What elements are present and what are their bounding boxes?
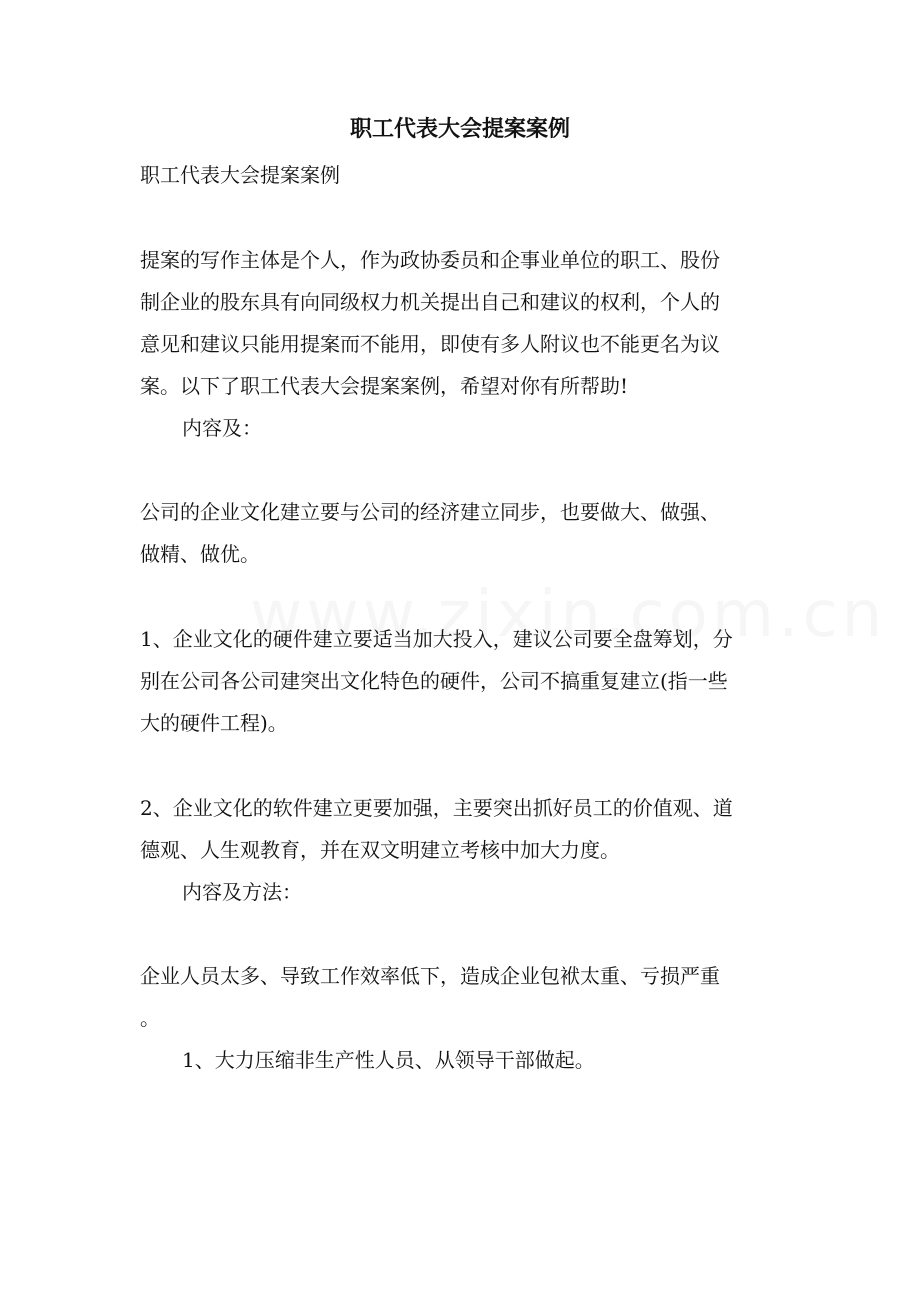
subtitle-line: 职工代表大会提案案例: [140, 163, 340, 187]
paragraph-line: 意见和建议只能用提案而不能用，即使有多人附议也不能更名为议: [140, 332, 720, 356]
document-title: 职工代表大会提案案例: [349, 116, 570, 142]
list-item-line: 1、企业文化的硬件建立要适当加大投入，建议公司要全盘筹划，分: [140, 627, 733, 651]
paragraph-line: 提案的写作主体是个人，作为政协委员和企事业单位的职工、股份: [140, 248, 720, 272]
paragraph-line: 。: [140, 1006, 160, 1030]
paragraph-line: 企业人员太多、导致工作效率低下，造成企业包袱太重、亏损严重: [140, 964, 720, 988]
list-item-line: 别在公司各公司建突出文化特色的硬件，公司不搞重复建立(指一些: [140, 669, 728, 693]
list-item-line: 2、企业文化的软件建立更要加强，主要突出抓好员工的价值观、道: [140, 796, 733, 820]
list-item-line: 大的硬件工程)。: [140, 711, 288, 735]
paragraph-line: 做精、做优。: [140, 542, 260, 566]
paragraph-line: 公司的企业文化建立要与公司的经济建立同步，也要做大、做强、: [140, 500, 720, 524]
section-heading: 内容及：: [182, 416, 262, 440]
list-item-line: 德观、人生观教育，并在双文明建立考核中加大力度。: [140, 838, 620, 862]
list-item-line: 1、大力压缩非生产性人员、从领导干部做起。: [182, 1048, 595, 1072]
section-heading: 内容及方法：: [182, 880, 302, 904]
paragraph-line: 案。以下了职工代表大会提案案例，希望对你有所帮助!: [140, 374, 629, 398]
paragraph-line: 制企业的股东具有向同级权力机关提出自己和建议的权利，个人的: [140, 290, 720, 314]
